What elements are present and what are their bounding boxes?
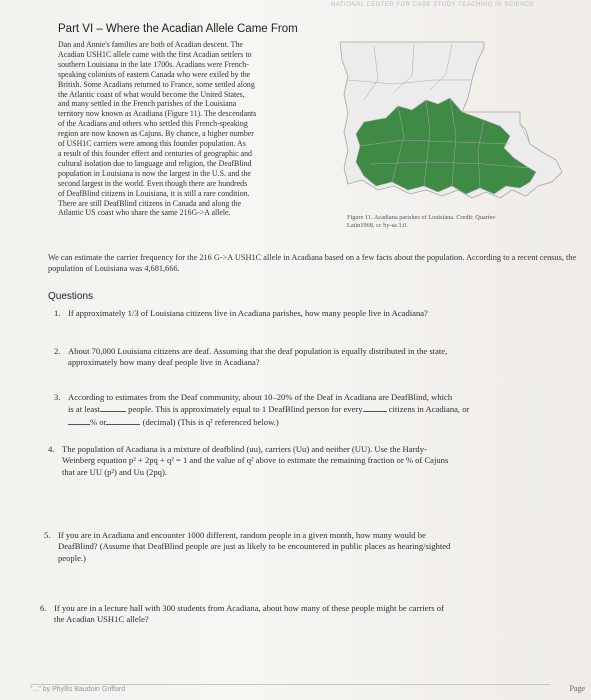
part-title: Part VI – Where the Acadian Allele Came From xyxy=(58,23,298,35)
question-text: If you are in Acadiana and encounter 1000 different, random people in a given month, how many would be xyxy=(58,530,426,540)
answer-blank[interactable] xyxy=(100,403,126,412)
question-3 xyxy=(54,392,584,428)
intro-line: of USH1C carriers were among this founder population. As xyxy=(58,139,246,149)
question-number: 3. xyxy=(54,392,61,402)
estimate-paragraph: We can estimate the carrier frequency for the 216 G->A USH1C allele in Acadiana based on a few facts about the population. According to a recent census, the population of Louisiana was 4,681,666. xyxy=(48,253,577,273)
acadiana-map xyxy=(334,40,566,202)
question-6 xyxy=(40,603,590,626)
header-banner: NATIONAL CENTER FOR CASE STUDY TEACHING IN SCIENCE xyxy=(331,2,535,8)
question-text: that are UU (p²) and Uu (2pq). xyxy=(62,466,167,477)
intro-line: of DeafBlind citizens in Louisiana, it is still a rare condition. xyxy=(58,188,250,198)
intro-line: of the Acadians and others who settled this French-speaking xyxy=(58,119,248,129)
answer-blank[interactable] xyxy=(106,416,140,425)
intro-paragraph xyxy=(58,40,320,218)
footer-credit: "..." by Phyllis Baudoin Griffard xyxy=(30,686,126,693)
question-text: If you are in a lecture hall with 300 students from Acadiana, about how many of these people might be carriers of xyxy=(54,603,444,613)
intro-line: region are now known as Cajuns. By chance, a higher number xyxy=(58,129,254,139)
question-text: DeafBlind? (Assume that DeafBlind people are just as likely to be encountered in public places as hearing/sighted xyxy=(58,541,451,552)
question-1 xyxy=(54,308,574,319)
question-text: Weinberg equation p² + 2pq + q² = 1 and the value of q² above to estimate the remaining fraction or % of Cajuns xyxy=(62,455,449,466)
question-number: 6. xyxy=(40,603,47,613)
question-text: About 70,000 Louisiana citizens are deaf. Assuming that the deaf population is equally distributed in the state, xyxy=(68,346,448,356)
answer-blank[interactable] xyxy=(363,403,387,412)
intro-line: the Atlantic coast of what would become the United States, xyxy=(58,89,245,99)
question-text: people.) xyxy=(58,552,86,563)
question-text: the Acadian USH1C allele? xyxy=(54,614,149,625)
intro-line: and many settled in the French parishes of the Louisiana xyxy=(58,99,237,109)
question-2 xyxy=(54,346,574,369)
question-text: If approximately 1/3 of Louisiana citizens live in Acadiana parishes, how many people live in Acadiana? xyxy=(68,308,428,318)
intro-line: territory now known as Acadiana (Figure 11). The descendants xyxy=(58,109,257,119)
question-number: 5. xyxy=(44,530,51,540)
caption-line: Latin1968, cc by-sa 3.0. xyxy=(347,222,408,229)
page-label: Page xyxy=(569,684,585,693)
intro-line: cultural isolation due to language and religion, the DeafBlind xyxy=(58,158,252,168)
intro-line: Dan and Annie's families are both of Acadian descent. The xyxy=(58,40,243,49)
question-number: 1. xyxy=(54,308,61,318)
question-5 xyxy=(44,530,589,564)
caption-line: Figure 11. Acadiana parishes of Louisiana. Credit: Quarter- xyxy=(347,214,497,221)
intro-line: There are still DeafBlind citizens in Canada and along the xyxy=(58,198,241,208)
intro-line: speaking colonists of eastern Canada who were exiled by the xyxy=(58,69,251,79)
question-text: people. This is approximately equal to 1 DeafBlind person for every xyxy=(128,404,363,415)
answer-blank[interactable] xyxy=(68,416,90,425)
intro-line: southern Louisiana in the late 1700s. Acadians were French- xyxy=(58,59,249,69)
question-number: 4. xyxy=(48,444,55,454)
questions-heading: Questions xyxy=(48,291,94,302)
footer-divider xyxy=(30,684,550,685)
figure-caption xyxy=(347,214,567,230)
intro-line: Atlantic US coast who share the same 216G->A allele. xyxy=(58,208,231,218)
question-number: 2. xyxy=(54,346,61,356)
question-text: According to estimates from the Deaf community, about 10–20% of the Deaf in Acadiana are DeafBlind, which xyxy=(68,392,453,402)
question-text: is at least xyxy=(68,404,100,415)
intro-line: second largest in the world. Even though there are hundreds xyxy=(58,178,248,188)
question-text: citizens in Acadiana, or xyxy=(388,404,470,415)
intro-line: a result of this founder effect and centuries of geographic and xyxy=(58,148,252,158)
intro-line: Acadian USH1C allele came with the first Acadian settlers to xyxy=(58,49,252,59)
question-text: % or xyxy=(90,416,107,427)
question-text: The population of Acadiana is a mixture of deafblind (uu), carriers (Uu) and neither (UU). Use the Hardy- xyxy=(62,444,427,454)
question-4 xyxy=(48,444,583,478)
intro-line: British. Some Acadians returned to France, some settled along xyxy=(58,79,255,89)
intro-line: population in Louisiana is now the largest in the U.S. and the xyxy=(58,168,251,178)
question-text: approximately how many deaf people live in Acadiana? xyxy=(68,357,260,368)
question-text: (decimal) (This is q² referenced below.) xyxy=(142,416,279,427)
